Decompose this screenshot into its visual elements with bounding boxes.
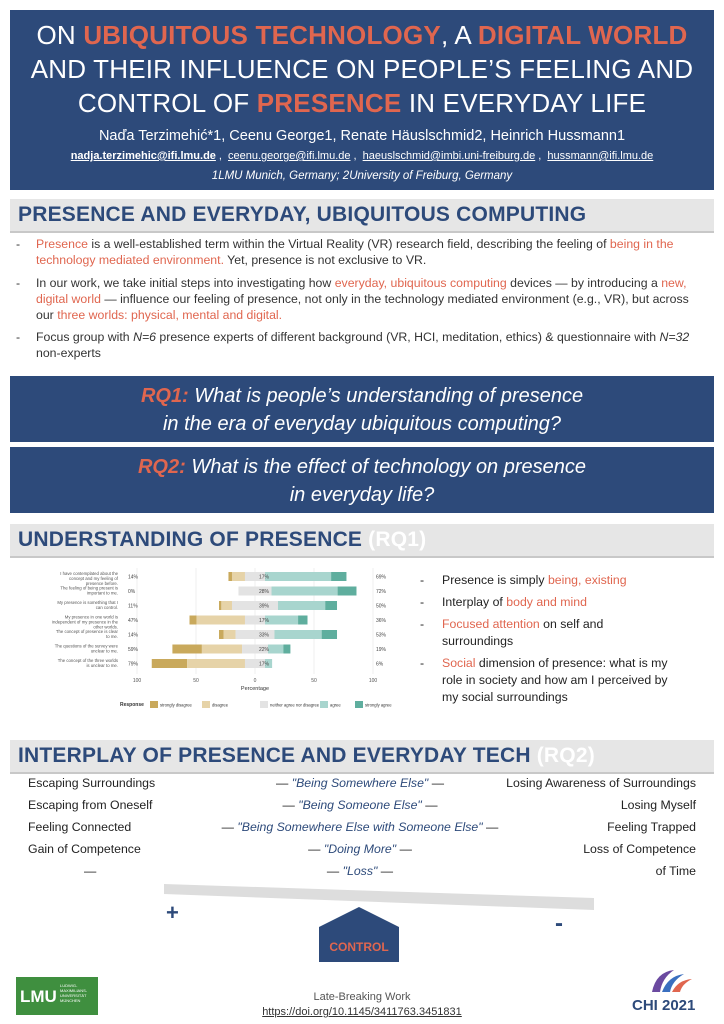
email-link[interactable]: haeuslschmid@imbi.uni-freiburg.de [362, 150, 536, 162]
likert-chart [52, 566, 392, 716]
minus-sign: - [555, 910, 563, 937]
section-title: PRESENCE AND EVERYDAY, UBIQUITOUS COMPUTING [18, 203, 587, 226]
bar-disagree [221, 601, 232, 610]
bullet-item: - Presence is a well-established term within the Virtual Reality (VR) research field, describing the feeling of being in the technology mediated environment. Yet, presence is not exclusive to VR. [16, 237, 674, 267]
bar-strongly-disagree [172, 645, 202, 654]
header-banner [10, 10, 714, 190]
x-axis-label: Percentage [240, 686, 270, 692]
left-percent: 79% [128, 661, 139, 668]
doi-link[interactable]: https://doi.org/10.1145/3411763.3451831 [262, 1006, 462, 1018]
affiliation: 1LMU Munich, Germany; 2University of Freiburg, Germany [211, 170, 513, 182]
category-label: My presence is something that I can control. [57, 600, 118, 610]
category-label: My presence in one world is independent of my presence in the other worlds. [52, 614, 118, 630]
section-title: INTERPLAY OF PRESENCE AND EVERYDAY TECH [18, 744, 531, 767]
section-title: UNDERSTANDING OF PRESENCE [18, 528, 363, 551]
right-percent: 19% [376, 647, 387, 653]
legend-swatch [260, 701, 268, 708]
interplay-right: Losing Awareness of Surroundings [506, 776, 696, 790]
interplay-middle: — "Loss" — [326, 864, 394, 878]
interplay-right: Loss of Competence [583, 842, 696, 856]
category-label: I have contemplated about the concept and my feeling of presence before. [60, 571, 118, 586]
section-header-understanding: UNDERSTANDING OF PRESENCE (RQ1) [10, 524, 714, 556]
bar-strongly-agree [325, 601, 337, 610]
center-percent: 33% [259, 632, 270, 639]
email-link[interactable]: hussmann@ifi.lmu.de [547, 150, 654, 162]
right-percent: 69% [376, 574, 387, 581]
category-label: The feeling of being present is important to me. [60, 585, 118, 596]
interplay-right: of Time [655, 864, 696, 878]
bar-strongly-disagree [190, 616, 197, 625]
left-percent: 59% [128, 647, 139, 653]
rq1-finding: - Social dimension of presence: what is my role in society and how am I perceived by my social surroundings [420, 656, 668, 704]
bar-disagree [202, 645, 242, 654]
chi-logo-icon [640, 966, 700, 996]
paper-type: Late-Breaking Work [313, 991, 411, 1003]
bar-strongly-agree [331, 572, 346, 581]
section-header-presence [10, 199, 714, 231]
bar-agree [274, 630, 321, 639]
bar-strongly-disagree [219, 601, 221, 610]
bar-strongly-disagree [152, 659, 187, 668]
balance-beam [164, 880, 594, 894]
interplay-right: Losing Myself [620, 798, 696, 812]
bar-agree [265, 572, 331, 581]
author-emails: nadja.terzimehic@ifi.lmu.de , ceenu.george@ifi.lmu.de , haeuslschmid@imbi.uni-freiburg.de , hussmann@ifi.lmu.de [70, 150, 654, 162]
center-percent: 17% [259, 661, 270, 668]
interplay-middle: — "Doing More" — [308, 842, 412, 856]
left-percent: 14% [128, 632, 139, 639]
control-fulcrum [319, 907, 399, 962]
x-tick-label: 100 [368, 678, 378, 684]
rq2-box: RQ2: What is the effect of technology on presence in everyday life? [10, 447, 714, 513]
bar-strongly-agree [338, 587, 357, 596]
interplay-left: Escaping Surroundings [28, 776, 156, 790]
legend-swatch [320, 701, 328, 708]
authors: Naďa Terzimehić*1, Ceenu George1, Renate Häuslschmid2, Heinrich Hussmann1 [98, 128, 626, 144]
bar-strongly-disagree [228, 572, 232, 581]
x-tick-label: 50 [311, 678, 317, 684]
poster-title: ON UBIQUITOUS TECHNOLOGY, A DIGITAL WORLD AND THEIR INFLUENCE ON PEOPLE’S FEELING AND CONTROL OF PRESENCE IN EVERYDAY LIFE [30, 20, 694, 118]
bar-neutral [232, 601, 278, 610]
x-tick-label: 50 [193, 678, 199, 684]
center-percent: 17% [259, 574, 270, 581]
lmu-logo: LMU LUDWIG-MAXIMILIANS-UNIVERSITÄT MÜNCHEN [16, 977, 98, 1015]
center-percent: 17% [259, 618, 270, 624]
bar-disagree [197, 616, 245, 625]
right-percent: 50% [376, 603, 387, 610]
rq1-finding: - Interplay of body and mind [420, 595, 587, 609]
interplay-left: Gain of Competence [28, 842, 141, 856]
chi-2021: CHI 2021 [632, 997, 696, 1014]
rq1-finding: - Presence is simply being, existing [420, 573, 627, 587]
bullet-item: - In our work, we take initial steps into investigating how everyday, ubiquitous computing devices — by introducing a new, digital world — influence our feeling of presence, not only in the technology mediated environment (e.g., VR), but across our three worlds: physical, mental and digital. [16, 276, 689, 322]
bar-agree [265, 616, 298, 625]
interplay-middle: — "Being Someone Else" — [282, 798, 438, 812]
left-percent: 0% [128, 589, 136, 595]
left-percent: 47% [128, 618, 139, 624]
right-percent: 72% [376, 589, 387, 595]
bar-disagree [232, 572, 245, 581]
right-percent: 36% [376, 618, 387, 624]
legend-swatch [202, 701, 210, 708]
interplay-left: Escaping from Oneself [28, 798, 153, 812]
bar-strongly-agree [322, 630, 337, 639]
center-percent: 22% [259, 647, 270, 653]
bar-strongly-agree [298, 616, 307, 625]
bar-disagree [224, 630, 236, 639]
legend-title: Response [120, 702, 144, 708]
bar-agree [272, 587, 338, 596]
bar-agree [278, 601, 325, 610]
category-label: The questions of the survey were unclear to me. [54, 643, 118, 654]
interplay-left: — [84, 864, 97, 878]
left-percent: 11% [128, 603, 138, 610]
category-label: The concept of the three worlds is unclear to me. [57, 658, 118, 668]
legend-label: strongly agree [365, 702, 392, 708]
rq1-finding: - Focused attention on self and surroundings [420, 617, 604, 648]
x-tick-label: 100 [132, 678, 142, 684]
bar-strongly-agree [283, 645, 290, 654]
bar-disagree [187, 659, 245, 668]
legend-label: neither agree nor disagree [270, 702, 320, 708]
rq1-box: RQ1: What is people’s understanding of presence in the era of everyday ubiquitous computing? [10, 376, 714, 442]
legend-swatch [150, 701, 158, 708]
interplay-left: Feeling Connected [28, 820, 132, 834]
right-percent: 6% [376, 661, 384, 668]
email-link[interactable]: nadja.terzimehic@ifi.lmu.de [70, 150, 216, 162]
email-link[interactable]: ceenu.george@ifi.lmu.de [228, 150, 351, 162]
center-percent: 28% [259, 589, 270, 595]
center-percent: 39% [259, 603, 270, 610]
plus-sign: + [166, 900, 179, 925]
category-label: The concept of presence is clear to me. [55, 629, 118, 639]
bullet-item: - Focus group with N=6 presence experts of different background (VR, HCI, meditation, ethics) & questionnaire with N=32 non-experts [16, 330, 690, 360]
interplay-middle: — "Being Somewhere Else" — [276, 776, 444, 790]
right-percent: 53% [376, 632, 387, 639]
legend-label: strongly disagree [160, 702, 192, 708]
x-tick-label: 0 [253, 678, 257, 684]
left-percent: 14% [128, 574, 139, 581]
interplay-right: Feeling Trapped [607, 820, 696, 834]
interplay-middle: — "Being Somewhere Else with Someone Else" — [221, 820, 499, 834]
bar-agree [268, 645, 283, 654]
legend-swatch [355, 701, 363, 708]
section-header-interplay: INTERPLAY OF PRESENCE AND EVERYDAY TECH (RQ2) [10, 740, 714, 772]
legend-label: disagree [212, 702, 229, 708]
bar-strongly-disagree [219, 630, 224, 639]
legend-label: agree [330, 702, 341, 708]
control-label: CONTROL [329, 940, 389, 954]
